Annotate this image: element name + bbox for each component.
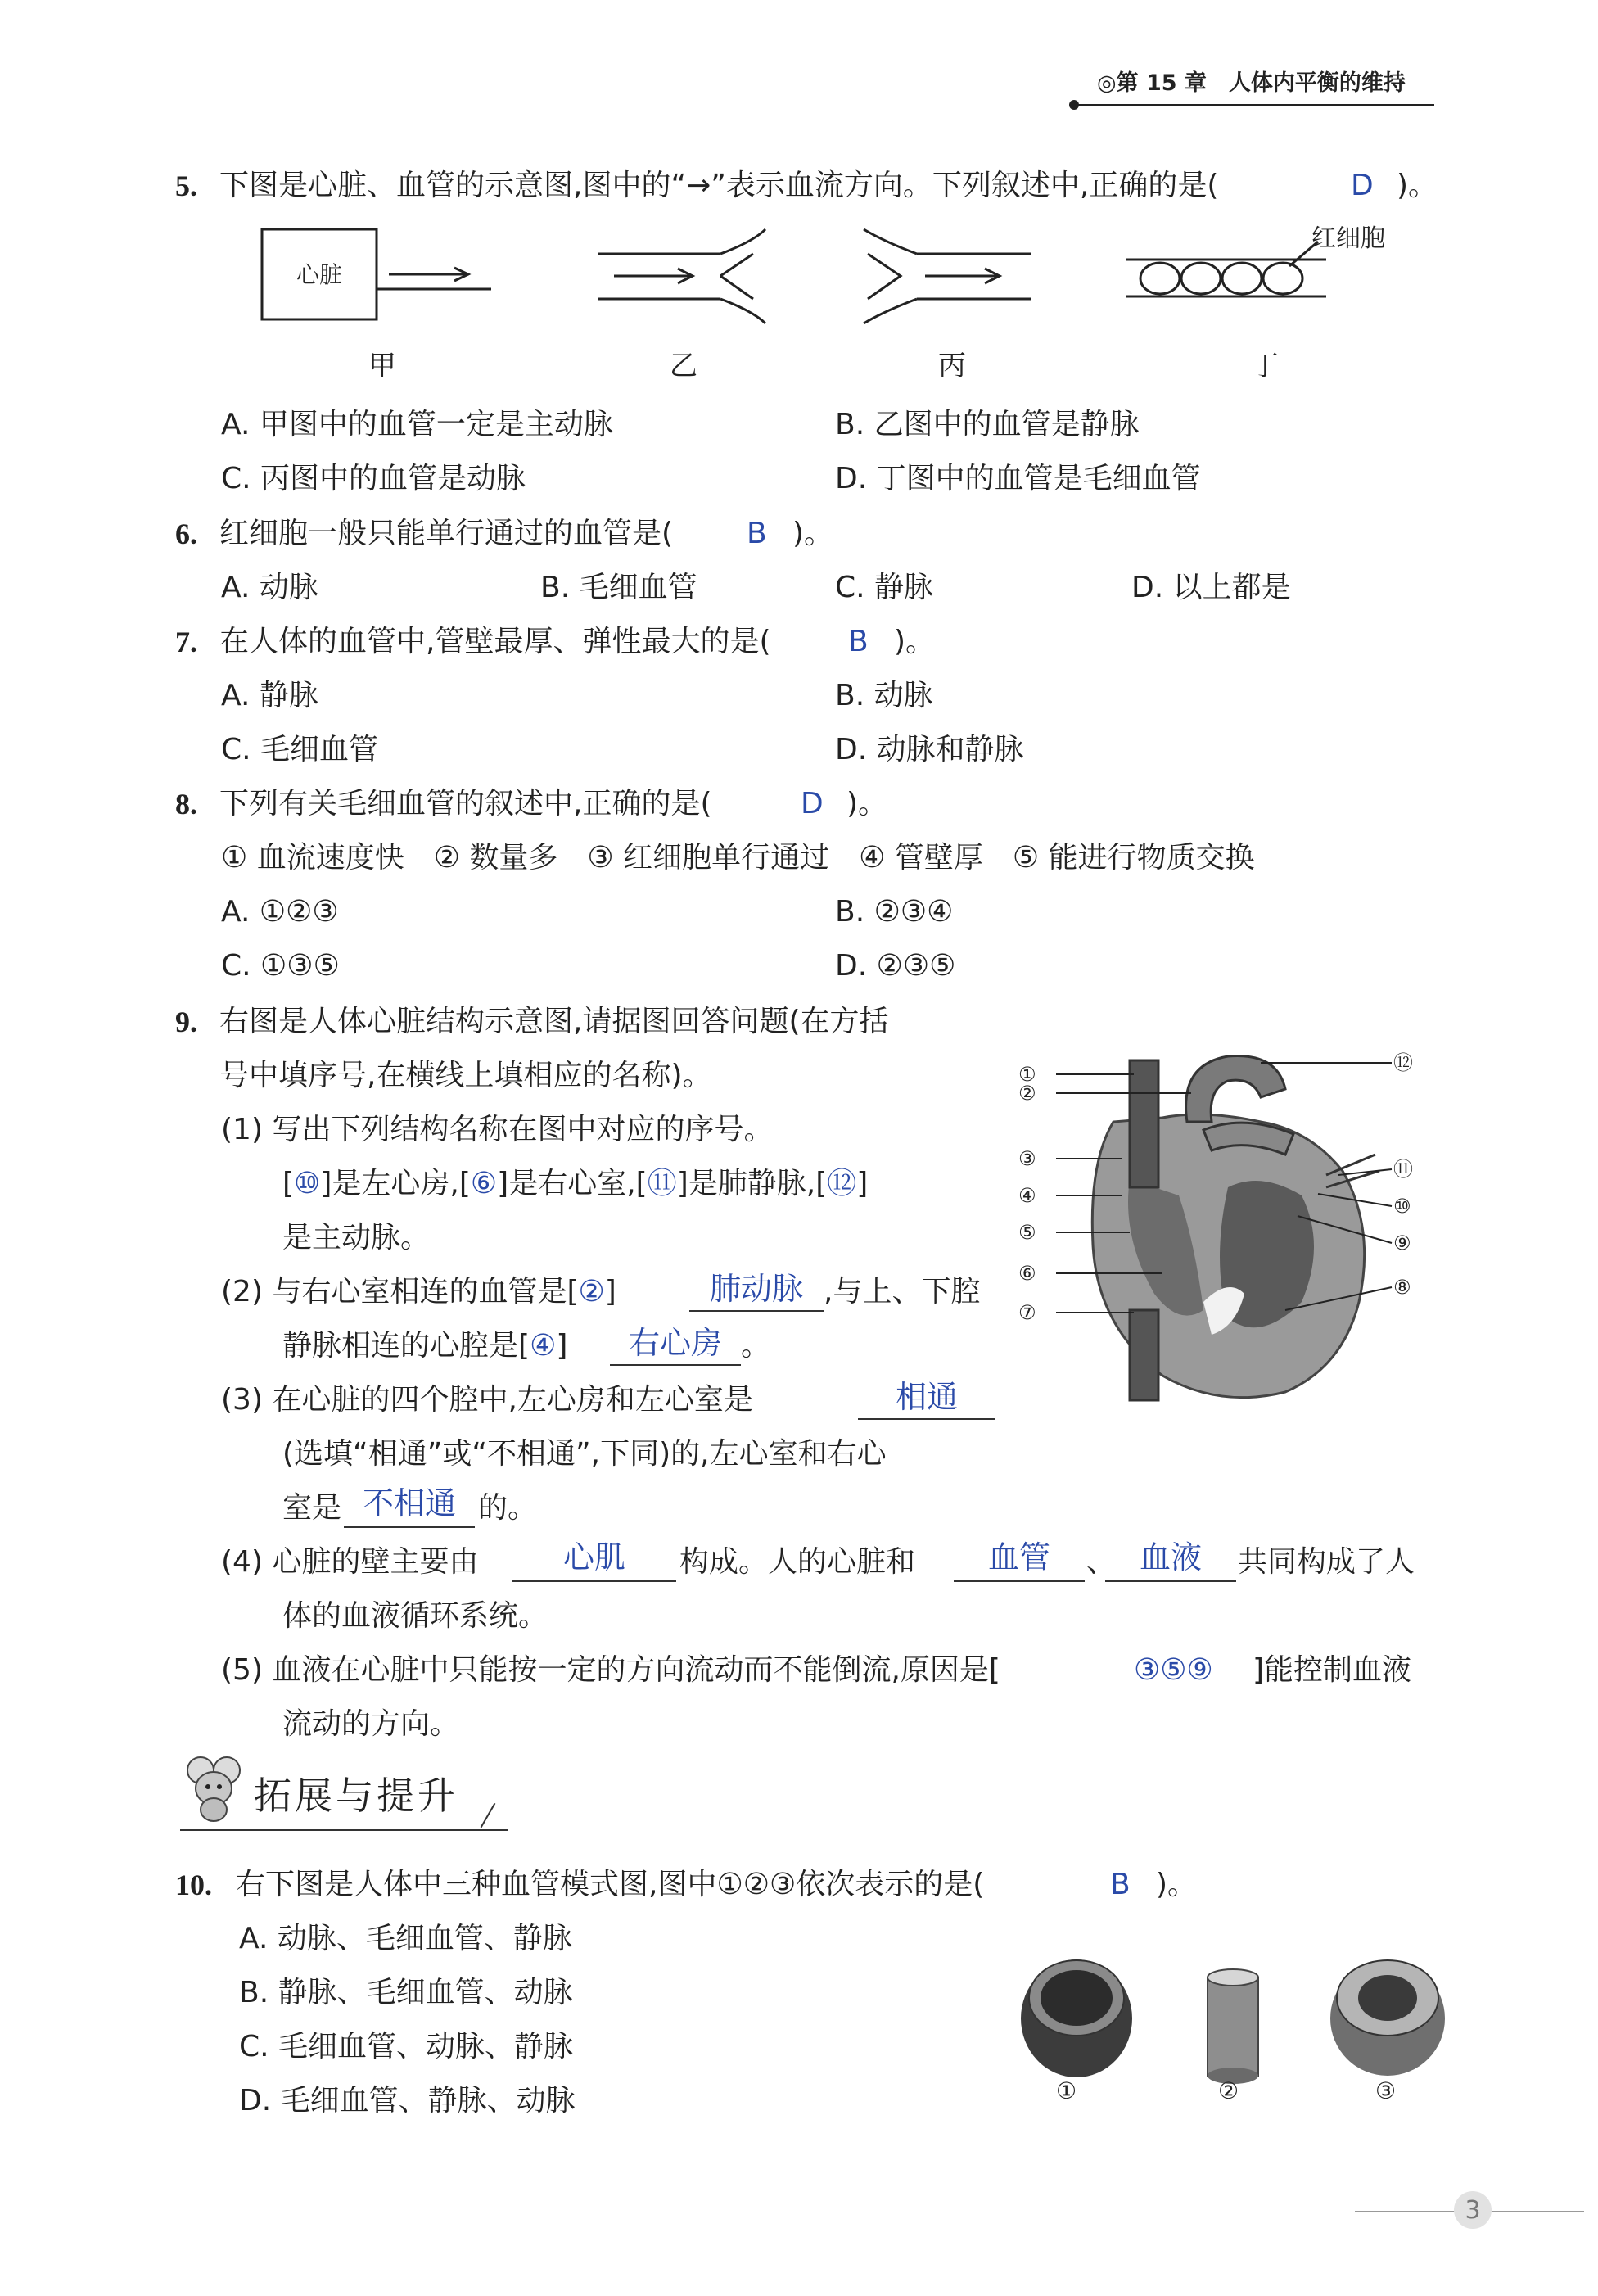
q10-option-a: A. 动脉、毛细血管、静脉 — [239, 1922, 572, 1955]
q6-stem: 红细胞一般只能单行通过的血管是( — [219, 517, 674, 550]
q9-part5-ans: ③⑤⑨ — [1134, 1653, 1213, 1687]
vessel-model-1 — [1021, 1959, 1132, 2077]
q6-number: 6. — [175, 518, 197, 550]
q5-stem: 下图是心脏、血管的示意图,图中的“→”表示血流方向。下列叙述中,正确的是( — [219, 169, 1219, 202]
q7-stem: 在人体的血管中,管壁最厚、弹性最大的是( — [219, 625, 771, 658]
q9-part5-line2: 流动的方向。 — [282, 1707, 460, 1741]
section-rule — [180, 1829, 508, 1831]
q5-answer: D — [1351, 169, 1374, 202]
q8-option-c: C. ①③⑤ — [221, 949, 340, 983]
q5-fig-label-yi: 乙 — [670, 350, 697, 382]
q5-fig-label-ding: 丁 — [1251, 350, 1279, 382]
heart-label-1: ① — [1018, 1063, 1036, 1086]
q10-stem: 右下图是人体中三种血管模式图,图中①②③依次表示的是( — [236, 1868, 985, 1901]
q9-part3-end: 的。 — [478, 1491, 538, 1525]
heart-label-3: ③ — [1018, 1147, 1036, 1170]
q8-number: 8. — [175, 788, 197, 820]
section-title: 拓展与提升 — [254, 1774, 458, 1818]
q9-part4-line1: (4) 心脏的壁主要由 — [221, 1545, 479, 1579]
heart-label-10: ⑩ — [1393, 1195, 1411, 1218]
header-rule — [1074, 104, 1434, 106]
page-number: 3 — [1465, 2196, 1481, 2225]
heart-label-7: ⑦ — [1018, 1301, 1036, 1324]
q8-option-d: D. ②③⑤ — [835, 949, 956, 983]
q9-part4-end: 共同构成了人 — [1238, 1545, 1415, 1579]
q9-part2-ans3: ④ — [530, 1329, 557, 1363]
heart-label-12: ⑫ — [1393, 1051, 1413, 1074]
q9-part2-end: 。 — [741, 1329, 771, 1363]
vessel-label-1: ① — [1056, 2077, 1077, 2104]
heart-label-2: ② — [1018, 1082, 1036, 1105]
q10-option-b: B. 静脉、毛细血管、动脉 — [239, 1976, 573, 2009]
heart-label-5: ⑤ — [1018, 1221, 1036, 1244]
q6-option-d: D. 以上都是 — [1131, 571, 1291, 604]
vessel-label-3: ③ — [1375, 2077, 1397, 2104]
q6-option-c: C. 静脉 — [835, 571, 934, 604]
q6-option-b: B. 毛细血管 — [540, 571, 697, 604]
heart-label-8: ⑧ — [1393, 1276, 1411, 1299]
q5-option-a: A. 甲图中的血管一定是主动脉 — [221, 408, 613, 441]
q5-close: )。 — [1397, 169, 1438, 202]
vessel-label-2: ② — [1218, 2077, 1239, 2104]
q7-option-b: B. 动脉 — [835, 679, 933, 712]
q5-fig-label-jia: 甲 — [368, 350, 396, 382]
q9-part2-line2: 静脉相连的心腔是[④] — [282, 1329, 568, 1363]
q9-part2-ans2: 肺动脉 — [709, 1271, 803, 1307]
heart-label-4: ④ — [1018, 1184, 1036, 1207]
q5-option-d: D. 丁图中的血管是毛细血管 — [835, 462, 1201, 495]
q9-part2-ans1: ② — [578, 1275, 605, 1308]
q5-heart-label: 心脏 — [296, 261, 343, 288]
q5-rbc-label: 红细胞 — [1311, 224, 1385, 253]
q7-answer: B — [848, 625, 869, 658]
q6-close: )。 — [792, 517, 834, 550]
q9-part4-ans3: 血液 — [1139, 1539, 1202, 1575]
vessel-models-figure — [1015, 1932, 1457, 2096]
q9-part3-ans2: 不相通 — [362, 1485, 456, 1521]
q8-option-b: B. ②③④ — [835, 895, 954, 929]
q9-part2-ans4: 右心房 — [628, 1325, 722, 1361]
mascot-icon — [176, 1752, 250, 1826]
q10-answer: B — [1110, 1868, 1131, 1901]
q7-number: 7. — [175, 626, 197, 658]
q5-number: 5. — [175, 169, 197, 202]
header-dot — [1069, 100, 1079, 110]
q9-part3-line3: 室是 — [282, 1491, 342, 1525]
q9-part4-ans2: 血管 — [987, 1539, 1050, 1575]
fig-yi-vessel — [598, 229, 765, 323]
q9-part1-line3: 是主动脉。 — [282, 1221, 431, 1254]
heart-label-6: ⑥ — [1018, 1262, 1036, 1285]
q9-part1-ans3: ⑪ — [647, 1167, 677, 1200]
q9-part3-line2: (选填“相通”或“不相通”,下同)的,左心室和右心 — [282, 1437, 887, 1471]
q6-option-a: A. 动脉 — [221, 571, 318, 604]
q8-stem: 下列有关毛细血管的叙述中,正确的是( — [219, 787, 712, 820]
q9-number: 9. — [175, 1006, 197, 1038]
q9-part1-ans2: ⑥ — [470, 1167, 498, 1200]
q9-part5-line1: (5) 血液在心脏中只能按一定的方向流动而不能倒流,原因是[ — [221, 1653, 1000, 1687]
q10-option-c: C. 毛细血管、动脉、静脉 — [239, 2030, 574, 2063]
q8-option-a: A. ①②③ — [221, 895, 339, 929]
q9-part5-cont: ]能控制血液 — [1253, 1653, 1412, 1687]
q7-option-c: C. 毛细血管 — [221, 733, 379, 766]
q6-answer: B — [747, 517, 767, 550]
q9-part4-line2: 体的血液循环系统。 — [282, 1599, 548, 1633]
fig-bing-vessel — [864, 229, 1031, 323]
q5-option-c: C. 丙图中的血管是动脉 — [221, 462, 526, 495]
q9-part1-ans1: ⑩ — [294, 1167, 321, 1200]
q9-part4-sep: 、 — [1086, 1545, 1117, 1579]
q10-number: 10. — [175, 1869, 212, 1901]
q8-answer: D — [801, 787, 824, 820]
q9-part1-intro: (1) 写出下列结构名称在图中对应的序号。 — [221, 1113, 774, 1146]
q9-part1-line2: [⑩]是左心房,[⑥]是右心室,[⑪]是肺静脉,[⑫] — [282, 1167, 869, 1200]
chapter-header: ◎第 15 章 人体内平衡的维持 — [1097, 70, 1406, 96]
q10-close: )。 — [1156, 1868, 1198, 1901]
q9-part1-ans4: ⑫ — [827, 1167, 857, 1200]
vessel-model-3 — [1330, 1960, 1445, 2076]
vessel-model-2 — [1208, 1969, 1258, 2084]
q7-option-a: A. 静脉 — [221, 679, 318, 712]
heart-label-9: ⑨ — [1393, 1232, 1411, 1254]
q9-part2-cont: ,与上、下腔 — [824, 1275, 981, 1308]
fig-ding-capillary — [1126, 242, 1326, 296]
section-rule-tail — [481, 1803, 496, 1828]
q5-fig-label-bing: 丙 — [938, 350, 966, 382]
q9-part3-ans1: 相通 — [895, 1379, 958, 1415]
q8-close: )。 — [846, 787, 888, 820]
q8-items: ① 血流速度快 ② 数量多 ③ 红细胞单行通过 ④ 管壁厚 ⑤ 能进行物质交换 — [221, 841, 1255, 875]
q7-option-d: D. 动脉和静脉 — [835, 733, 1024, 766]
q10-option-d: D. 毛细血管、静脉、动脉 — [239, 2084, 576, 2117]
q7-close: )。 — [894, 625, 936, 658]
heart-diagram — [1015, 1032, 1441, 1425]
q5-option-b: B. 乙图中的血管是静脉 — [835, 408, 1140, 441]
q9-part4-mid: 构成。人的心脏和 — [679, 1545, 916, 1579]
heart-label-11: ⑪ — [1393, 1158, 1413, 1181]
q9-part3-line1: (3) 在心脏的四个腔中,左心房和左心室是 — [221, 1383, 753, 1417]
q9-part4-ans1: 心肌 — [562, 1539, 625, 1575]
q9-part2-line1: (2) 与右心室相连的血管是[②] — [221, 1275, 616, 1308]
q9-stem-line1: 右图是人体心脏结构示意图,请据图回答问题(在方括 — [219, 1005, 889, 1038]
q9-stem-line2: 号中填序号,在横线上填相应的名称)。 — [219, 1059, 712, 1092]
